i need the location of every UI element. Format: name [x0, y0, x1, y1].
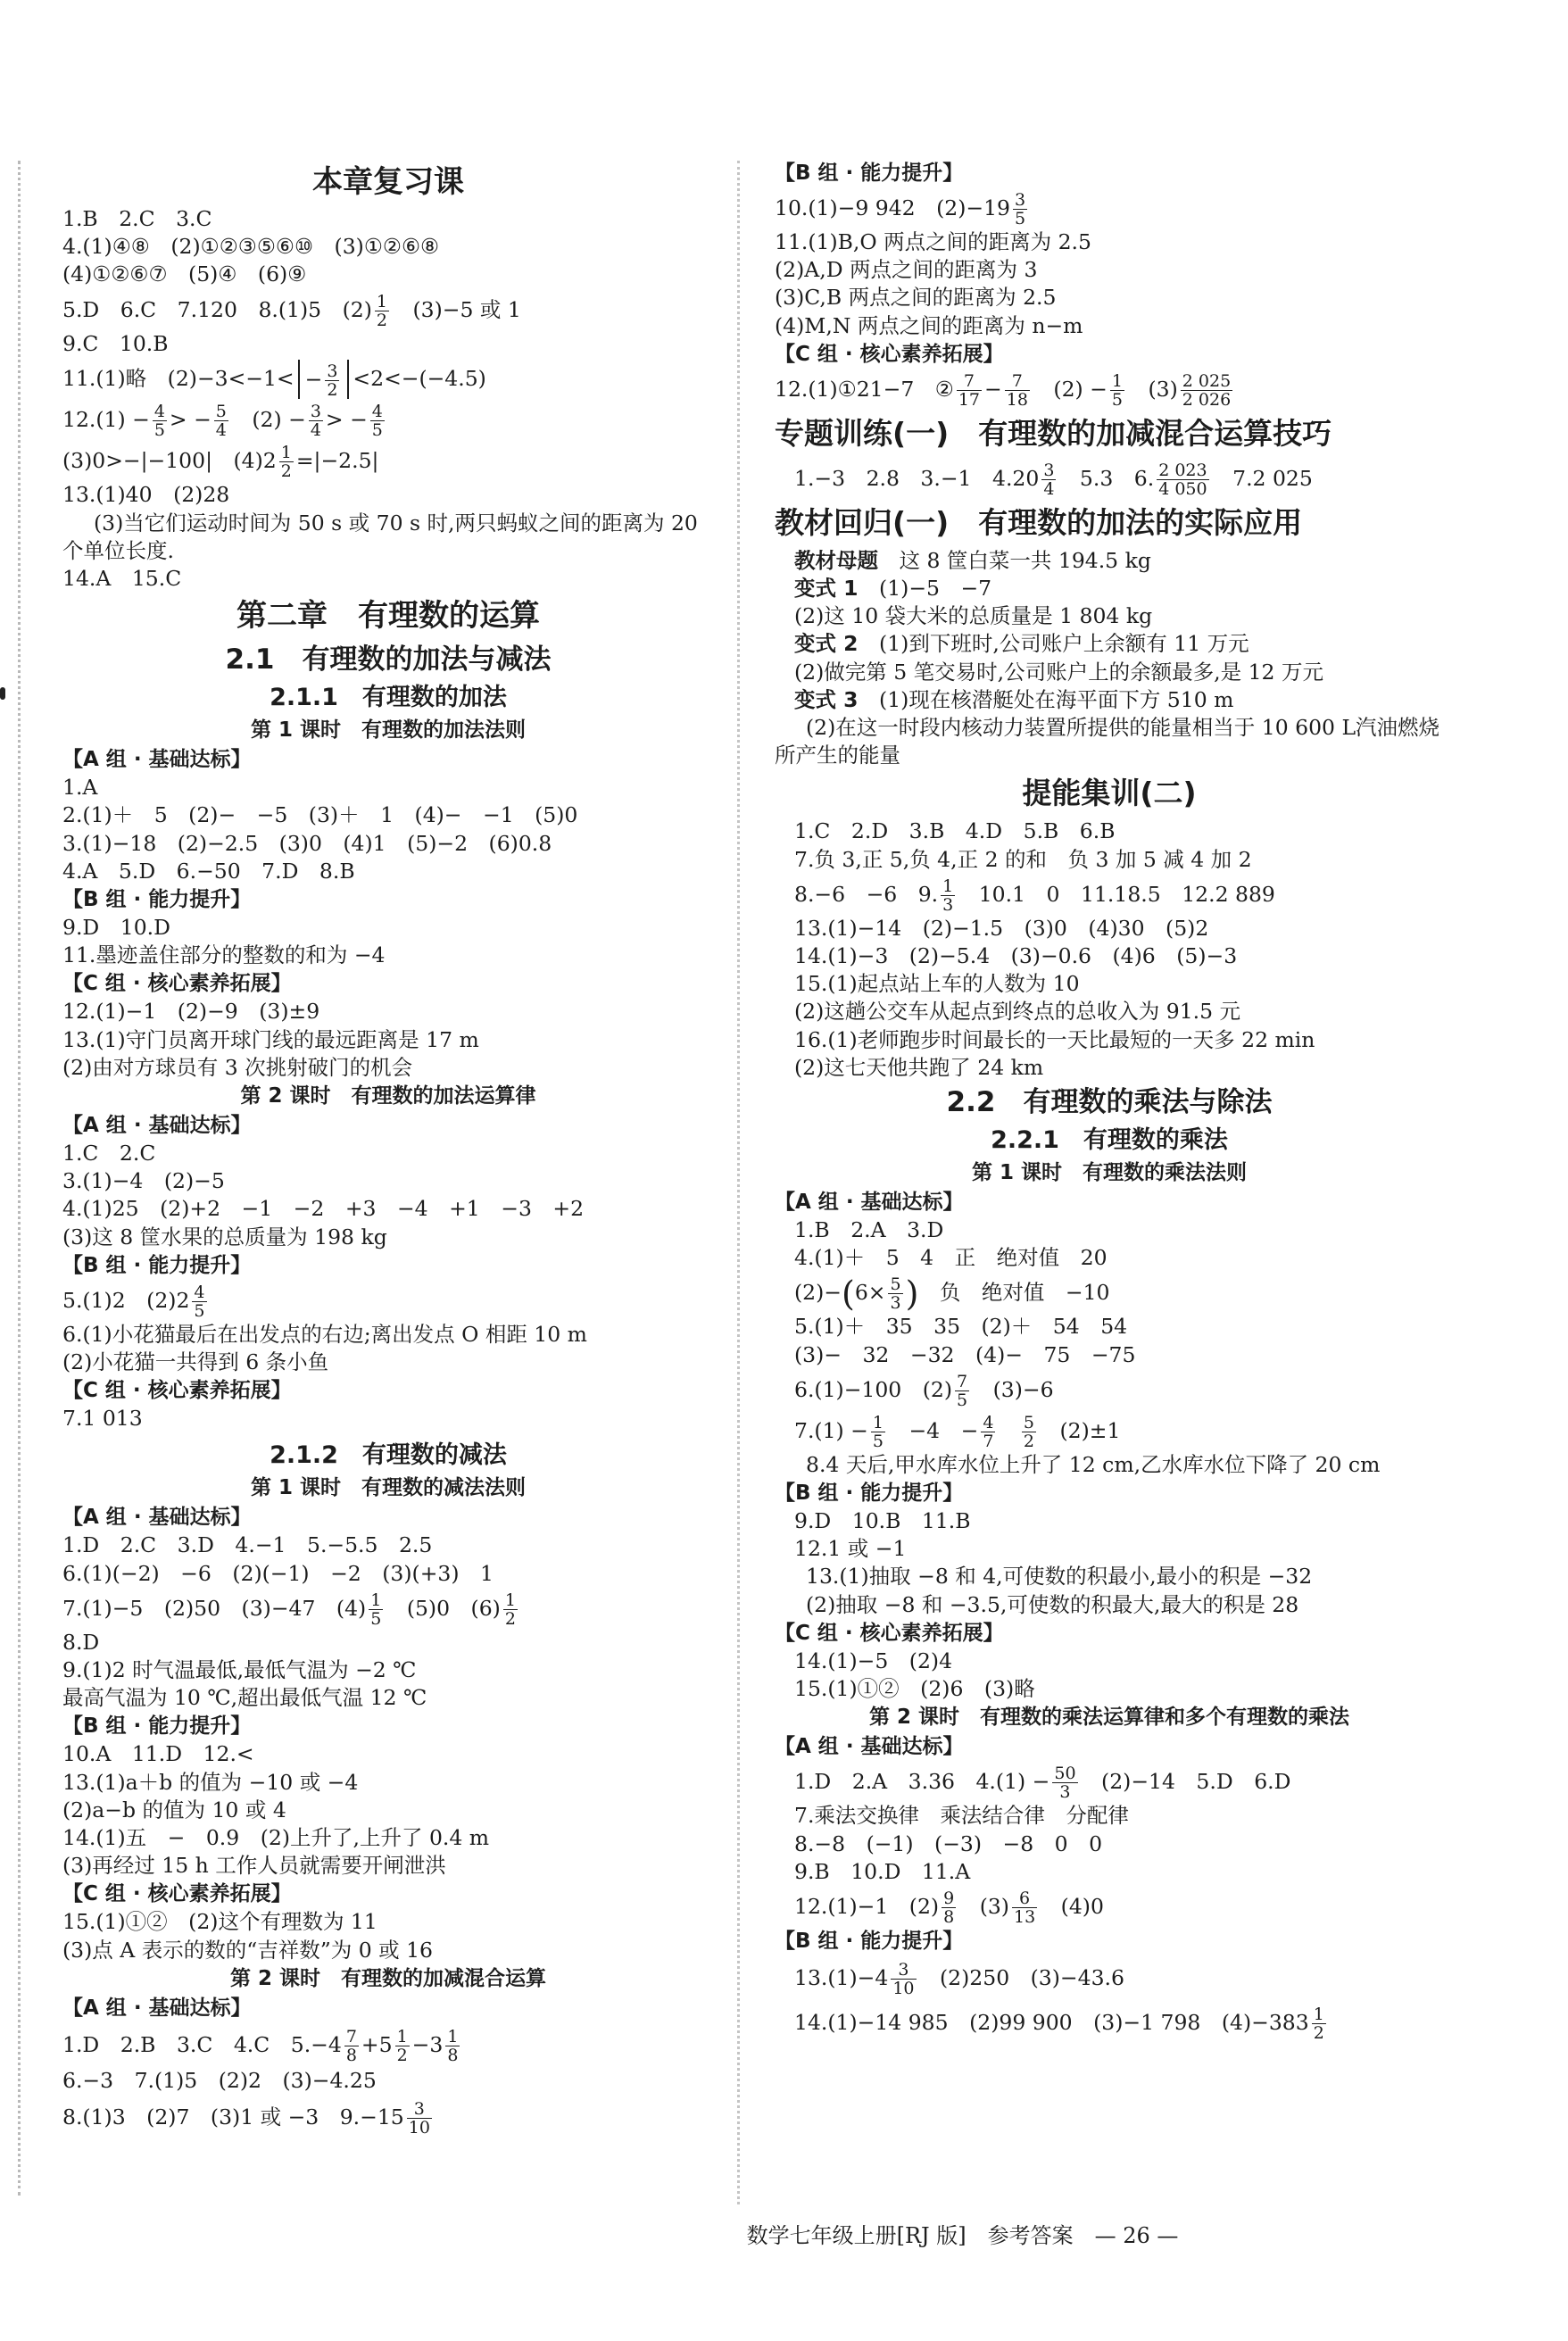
fraction: $\frac{3}{4}$ — [1043, 460, 1055, 499]
answer-line: 14.A 15.C — [62, 565, 182, 591]
answer-line: 3.(1)−18 (2)−2.5 (3)0 (4)1 (5)−2 (6)0.8 — [62, 830, 552, 856]
section-title: 2.1 有理数的加法与减法 — [225, 643, 552, 677]
answer-line: 1.A — [62, 775, 98, 801]
fraction: $\frac{5}{3}$ — [890, 1274, 901, 1314]
answer-line: (2)a−b 的值为 10 或 4 — [62, 1797, 286, 1822]
answer-line: 4.(1)④⑧ (2)①②③⑤⑥⑩ (3)①②⑥⑧ — [62, 234, 440, 260]
answer-line — [775, 1761, 1444, 1802]
answer-line: 1.C 2.D 3.B 4.D 5.B 6.B — [794, 818, 1116, 844]
answer-line: 15.(1)①② (2)这个有理数为 11 — [62, 1909, 377, 1935]
fraction: $\frac{5}{2}$ — [1023, 1412, 1034, 1451]
answer-text: (3) — [979, 1893, 1009, 1919]
fraction: $\frac{4}{5}$ — [194, 1282, 205, 1321]
answer-line: 14.(1)−3 (2)−5.4 (3)−0.6 (4)6 (5)−3 — [794, 943, 1238, 969]
fraction: $\frac{1}{2}$ — [376, 291, 387, 330]
answer-text: 12.(1)−1 (2) — [794, 1893, 940, 1919]
answer-text: > − — [325, 407, 368, 433]
answer-line: 7.负 3,正 5,负 4,正 2 的和 负 3 加 5 减 4 加 2 — [794, 846, 1252, 872]
group-a-heading: 【A 组 · 基础达标】 — [775, 1735, 964, 1759]
fraction: $\frac{1}{2}$ — [280, 443, 292, 482]
answer-text: (3) — [1148, 376, 1178, 402]
answer-line: 9.(1)2 时气温最低,最低气温为 −2 ℃ — [62, 1656, 417, 1682]
answer-text: −3 — [411, 2031, 444, 2057]
answer-line: 15.(1)起点站上车的人数为 10 — [794, 971, 1080, 997]
skill-training-title: 提能集训(二) — [1022, 776, 1197, 811]
fraction: $\frac{50}{3}$ — [1054, 1764, 1076, 1803]
answer-line: (2)小花猫一共得到 6 条小鱼 — [62, 1349, 329, 1374]
answer-line: (3)再经过 15 h 工作人员就需要开闸泄洪 — [62, 1853, 446, 1879]
answer-line: 13.(1)a＋b 的值为 −10 或 −4 — [62, 1769, 359, 1795]
answer-line: (4)M,N 两点之间的距离为 n−m — [775, 312, 1083, 338]
answer-line — [62, 289, 714, 330]
answer-line — [775, 187, 1444, 228]
group-b-heading: 【B 组 · 能力提升】 — [775, 1929, 964, 1953]
answer-line — [775, 874, 1444, 915]
answer-text: (2) − — [252, 407, 306, 433]
group-b-heading: 【B 组 · 能力提升】 — [775, 162, 964, 185]
answer-text: 8.−6 −6 9. — [794, 881, 939, 907]
fraction: $\frac{1}{3}$ — [942, 876, 954, 915]
answer-line: 11.墨迹盖住部分的整数的和为 −4 — [62, 942, 386, 968]
answer-line: 12.(1)−1 (2)−9 (3)±9 — [62, 999, 320, 1025]
answer-line: 1.D 2.C 3.D 4.−1 5.−5.5 2.5 — [62, 1532, 433, 1558]
answer-line: 8.4 天后,甲水库水位上升了 12 cm,乙水库水位下降了 20 cm — [806, 1451, 1381, 1477]
fraction: $\frac{1}{2}$ — [396, 2026, 408, 2065]
answer-line: 6.(1)小花猫最后在出发点的右边;离出发点 O 相距 10 m — [62, 1321, 587, 1347]
lesson-title: 第 1 课时 有理数的减法法则 — [250, 1476, 527, 1500]
answer-line: 13.(1)抽取 −8 和 4,可使数的积最小,最小的积是 −32 — [806, 1564, 1313, 1590]
answer-line: 变式 2 (1)到下班时,公司账户上余额有 11 万元 — [794, 631, 1249, 657]
answer-line: 9.D 10.D — [62, 914, 170, 940]
answer-line: (3)C,B 两点之间的距离为 2.5 — [775, 285, 1057, 311]
subsection-title: 2.1.1 有理数的加法 — [270, 684, 507, 712]
group-b-heading: 【B 组 · 能力提升】 — [775, 1482, 964, 1506]
answer-text: 6.(1)−100 (2) — [794, 1376, 953, 1402]
group-c-heading: 【C 组 · 核心素养拓展】 — [775, 342, 1004, 366]
answer-text: (5)0 (6) — [406, 1595, 501, 1621]
answer-line: 9.C 10.B — [62, 330, 169, 356]
answer-line: 4.(1)＋ 5 4 正 绝对值 20 — [794, 1245, 1108, 1271]
answer-line: (2)−(6× $\frac{5}{3}$ ) 负 绝对值 −10 — [794, 1274, 1110, 1314]
fraction: $\frac{7}{5}$ — [957, 1371, 968, 1410]
answer-line — [62, 1588, 714, 1629]
right-column — [775, 159, 1444, 2045]
answer-line: 6.−3 7.(1)5 (2)2 (3)−4.25 — [62, 2067, 377, 2093]
fraction: $\frac{3}{4}$ — [310, 402, 321, 441]
fraction: $\frac{9}{8}$ — [943, 1888, 955, 1927]
group-b-heading: 【B 组 · 能力提升】 — [62, 1714, 252, 1739]
fraction: $\frac{4}{5}$ — [371, 402, 383, 441]
binding-margin-dotted-line — [18, 161, 21, 2196]
answer-line: 16.(1)老师跑步时间最长的一天比最短的一天多 22 min — [794, 1026, 1315, 1052]
answer-text: (3)−5 或 1 — [412, 296, 521, 322]
answer-line: 7.乘法交换律 乘法结合律 分配律 — [794, 1803, 1129, 1829]
group-c-heading: 【C 组 · 核心素养拓展】 — [62, 1379, 292, 1403]
fraction: $\frac{6}{13}$ — [1013, 1888, 1036, 1927]
binding-hole-mark — [0, 687, 5, 700]
group-c-heading: 【C 组 · 核心素养拓展】 — [62, 972, 292, 996]
answer-text: (4)0 — [1060, 1893, 1104, 1919]
answer-text: 13.(1)−4 — [794, 1964, 889, 1990]
answer-line — [775, 1410, 1444, 1451]
answer-text: 12.(1)①21−7 ② — [775, 376, 954, 402]
answer-line — [775, 1955, 1444, 2000]
fraction: $\frac{1}{2}$ — [1313, 2004, 1324, 2043]
answer-line — [62, 1280, 714, 1321]
answer-line: 14.(1)五 − 0.9 (2)上升了,上升了 0.4 m — [62, 1825, 490, 1850]
answer-text: 12.(1) − — [62, 407, 150, 433]
answer-line: (2)这 10 袋大米的总质量是 1 804 kg — [794, 603, 1153, 629]
answer-text: (2) − — [1053, 376, 1108, 402]
answer-line — [775, 369, 1444, 410]
group-a-heading: 【A 组 · 基础达标】 — [62, 1506, 252, 1530]
fraction: $\frac{3}{2}$ — [327, 361, 338, 401]
answer-text: 7.2 025 — [1232, 465, 1313, 491]
answer-text: 10.(1)−9 942 (2)−19 — [775, 195, 1011, 220]
answer-line: 12.1 或 −1 — [794, 1536, 907, 1562]
answer-line: (3)− 32 −32 (4)− 75 −75 — [794, 1341, 1136, 1367]
answer-line: 10.A 11.D 12.< — [62, 1741, 254, 1767]
answer-text: 7.(1)−5 (2)50 (3)−47 (4) — [62, 1595, 367, 1621]
fraction: $\frac{5}{4}$ — [215, 402, 227, 441]
answer-text: > − — [169, 407, 212, 433]
answer-line: (3)点 A 表示的数的“吉祥数”为 0 或 16 — [62, 1937, 433, 1963]
lesson-title: 第 1 课时 有理数的加法法则 — [250, 718, 527, 743]
fraction: $\frac{7}{8}$ — [345, 2026, 357, 2065]
answer-line: 8.D — [62, 1629, 100, 1655]
answer-line: 1.C 2.C — [62, 1140, 156, 1166]
page-number: — 26 — — [1094, 2223, 1179, 2248]
answer-line: 15.(1)①② (2)6 (3)略 — [794, 1676, 1035, 1702]
answer-line: 3.(1)−4 (2)−5 — [62, 1168, 225, 1194]
column-divider-dotted-line — [737, 161, 740, 2204]
left-column — [62, 159, 714, 2139]
answer-text: (2)±1 — [1059, 1417, 1121, 1443]
answer-line: 4.A 5.D 6.−50 7.D 8.B — [62, 858, 355, 884]
fraction: $\frac{7}{17}$ — [958, 370, 981, 410]
answer-text: 负 绝对值 −10 — [939, 1280, 1110, 1306]
answer-line: (2)A,D 两点之间的距离为 3 — [775, 257, 1038, 283]
fraction: $\frac{3}{10}$ — [408, 2099, 430, 2138]
answer-text: −4 − — [908, 1417, 979, 1443]
answer-line — [62, 2095, 714, 2139]
group-b-heading: 【B 组 · 能力提升】 — [62, 1253, 252, 1277]
answer-text: 11.(1)略 (2)−3<−1< — [62, 365, 295, 391]
answer-line: (4)①②⑥⑦ (5)④ (6)⑨ — [62, 261, 307, 287]
textbook-review-title: 教材回归(一) 有理数的加法的实际应用 — [775, 504, 1303, 540]
answer-line: (2)由对方球员有 3 次挑射破门的机会 — [62, 1054, 413, 1080]
answer-text: 7.(1) − — [794, 1417, 868, 1443]
answer-text: +5 — [361, 2031, 393, 2057]
answer-text: (3)0>−|−100| (4)2 — [62, 448, 277, 474]
answer-line: 5.(1)＋ 35 35 (2)＋ 54 54 — [794, 1314, 1128, 1340]
answer-line — [775, 458, 1444, 499]
fraction: $\frac{3}{10}$ — [892, 1959, 915, 1998]
lesson-title: 第 2 课时 有理数的乘法运算律和多个有理数的乘法 — [868, 1706, 1350, 1730]
answer-line: (2)做完第 5 笔交易时,公司账户上的余额最多,是 12 万元 — [794, 659, 1323, 685]
answer-line — [775, 2000, 1444, 2045]
fraction: $\frac{4}{7}$ — [983, 1412, 994, 1451]
answer-text: <2<−(−4.5) — [353, 365, 486, 391]
answer-line: 14.(1)−5 (2)4 — [794, 1648, 953, 1673]
answer-text: (3)−6 — [992, 1376, 1054, 1402]
group-a-heading: 【A 组 · 基础达标】 — [62, 1113, 252, 1137]
answer-text: − — [984, 376, 1002, 402]
answer-line: (2)这七天他共跑了 24 km — [794, 1054, 1044, 1080]
answer-line: 最高气温为 10 ℃,超出最低气温 12 ℃ — [62, 1685, 427, 1711]
fraction: $\frac{1}{2}$ — [504, 1590, 516, 1629]
footer-text: 数学七年级上册[RJ 版] 参考答案 — [746, 2223, 1074, 2248]
answer-text: 1.D 2.A 3.36 4.(1) − — [794, 1769, 1050, 1795]
answer-text: 5.D 6.C 7.120 8.(1)5 (2) — [62, 296, 372, 322]
answer-text: 1.D 2.B 3.C 4.C 5.−4 — [62, 2031, 342, 2057]
answer-line: (2)抽取 −8 和 −3.5,可使数的积最大,最大的积是 28 — [806, 1591, 1299, 1617]
answer-line: 13.(1)40 (2)28 — [62, 482, 230, 508]
answer-line: (2)在这一时段内核动力装置所提供的能量相当于 10 600 L汽油燃烧所产生的能量 — [775, 715, 1440, 768]
answer-text: 1.−3 2.8 3.−1 4.20 — [794, 465, 1040, 491]
answer-line: (3)这 8 筐水果的总质量为 198 kg — [62, 1224, 387, 1249]
answer-line: (3)当它们运动时间为 50 s 或 70 s 时,两只蚂蚁之间的距离为 20 个单位长度. — [62, 510, 698, 563]
fraction: $\frac{1}{5}$ — [1111, 370, 1123, 410]
group-a-heading: 【A 组 · 基础达标】 — [62, 748, 252, 772]
answer-text: (2)−14 5.D 6.D — [1101, 1769, 1291, 1795]
answer-text: 10.1 0 11.18.5 12.2 889 — [978, 881, 1275, 907]
fraction: $\frac{3}{5}$ — [1015, 190, 1026, 228]
fraction: $\frac{1}{5}$ — [370, 1590, 382, 1629]
answer-line: 4.(1)25 (2)+2 −1 −2 +3 −4 +1 −3 +2 — [62, 1196, 585, 1222]
answer-line: 8.−8 (−1) (−3) −8 0 0 — [794, 1830, 1103, 1856]
answer-line: 变式 3 (1)现在核潜艇处在海平面下方 510 m — [794, 686, 1234, 712]
page-footer — [0, 2221, 1568, 2251]
fraction: $\frac{1}{8}$ — [447, 2026, 459, 2065]
lesson-title: 第 2 课时 有理数的加减混合运算 — [229, 1966, 547, 1990]
lesson-title: 第 1 课时 有理数的乘法法则 — [971, 1161, 1248, 1185]
answer-line: (2)这趟公交车从起点到终点的总收入为 91.5 元 — [794, 999, 1241, 1025]
answer-line: 13.(1)−14 (2)−1.5 (3)0 (4)30 (5)2 — [794, 915, 1209, 941]
absolute-value: − $\frac{3}{2}$ — [298, 360, 350, 399]
answer-line: 1.B 2.C 3.C — [62, 206, 212, 231]
answer-text: (2)250 (3)−43.6 — [940, 1964, 1124, 1990]
answer-line: 教材母题 这 8 筐白菜一共 194.5 kg — [794, 547, 1151, 573]
group-a-heading: 【A 组 · 基础达标】 — [62, 1996, 252, 2020]
fraction: $\frac{2 025}{2 026}$ — [1182, 370, 1232, 410]
answer-line — [62, 399, 714, 440]
answer-line: 13.(1)守门员离开球门线的最远距离是 17 m — [62, 1026, 479, 1052]
answer-line — [62, 2022, 714, 2067]
answer-line: 6.(1)(−2) −6 (2)(−1) −2 (3)(+3) 1 — [62, 1560, 494, 1586]
answer-line — [775, 1886, 1444, 1927]
answer-line: 7.1 013 — [62, 1406, 143, 1432]
answer-line: 9.D 10.B 11.B — [794, 1508, 971, 1534]
topic-training-title: 专题训练(一) 有理数的加减混合运算技巧 — [775, 415, 1332, 451]
chapter-review-title: 本章复习课 — [312, 164, 464, 200]
lesson-title: 第 2 课时 有理数的加法运算律 — [240, 1083, 536, 1108]
group-b-heading: 【B 组 · 能力提升】 — [62, 887, 252, 911]
answer-line: 1.B 2.A 3.D — [794, 1217, 944, 1243]
answer-line: 9.B 10.D 11.A — [794, 1858, 971, 1884]
answer-line: 2.(1)＋ 5 (2)− −5 (3)＋ 1 (4)− −1 (5)0 — [62, 802, 578, 828]
fraction: $\frac{7}{18}$ — [1006, 370, 1028, 410]
answer-line — [62, 440, 714, 481]
chapter-title: 第二章 有理数的运算 — [236, 598, 540, 635]
answer-line — [775, 1369, 1444, 1410]
answer-line — [62, 358, 714, 400]
answer-text: 8.(1)3 (2)7 (3)1 或 −3 9.−15 — [62, 2104, 404, 2130]
answer-line: 变式 1 (1)−5 −7 — [794, 576, 992, 602]
answer-text: 5.3 6. — [1079, 465, 1155, 491]
answer-text: =|−2.5| — [295, 448, 379, 474]
answer-text: 6× — [854, 1280, 886, 1306]
fraction: $\frac{4}{5}$ — [153, 402, 165, 441]
section-title: 2.2 有理数的乘法与除法 — [946, 1086, 1273, 1119]
group-c-heading: 【C 组 · 核心素养拓展】 — [775, 1621, 1004, 1645]
answer-text: (2)− — [794, 1280, 842, 1306]
answer-text: 14.(1)−14 985 (2)99 900 (3)−1 798 (4)−383 — [794, 2009, 1309, 2035]
group-a-heading: 【A 组 · 基础达标】 — [775, 1191, 964, 1215]
answer-line: 11.(1)B,O 两点之间的距离为 2.5 — [775, 229, 1091, 254]
subsection-title: 2.2.1 有理数的乘法 — [991, 1126, 1228, 1155]
fraction: $\frac{2 023}{4 050}$ — [1158, 460, 1207, 499]
group-c-heading: 【C 组 · 核心素养拓展】 — [62, 1882, 292, 1906]
subsection-title: 2.1.2 有理数的减法 — [270, 1441, 507, 1470]
fraction: $\frac{1}{5}$ — [872, 1412, 884, 1451]
answer-text: 5.(1)2 (2)2 — [62, 1287, 190, 1313]
